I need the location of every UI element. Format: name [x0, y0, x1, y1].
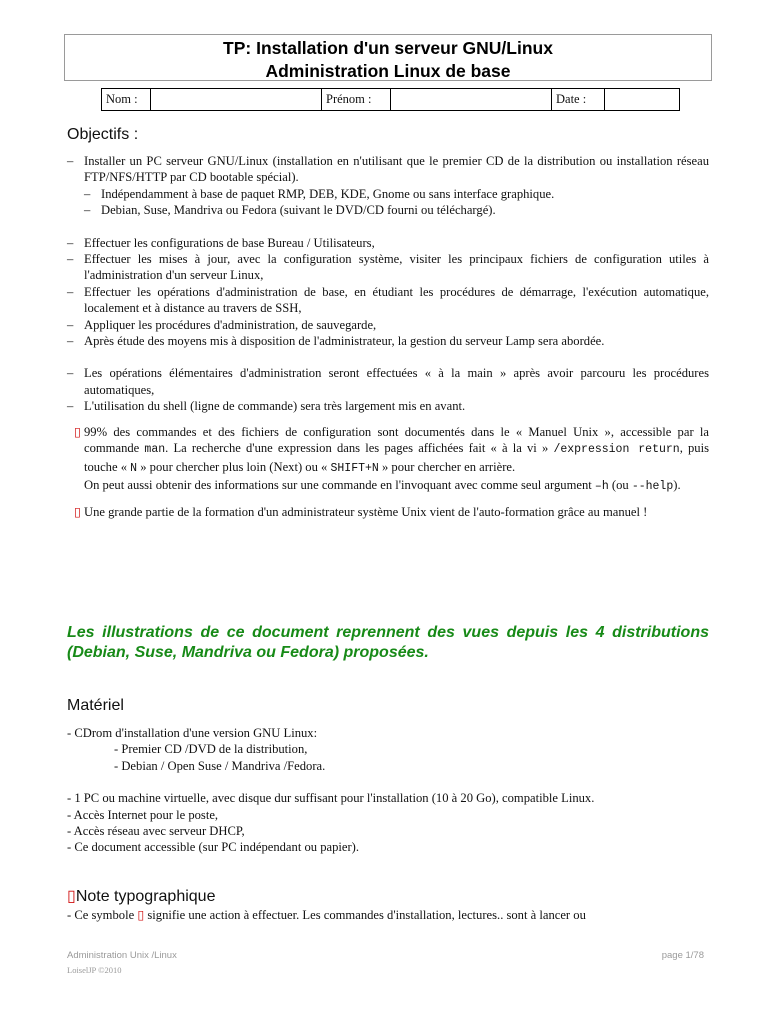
materiel-item: - Ce document accessible (sur PC indépendant ou papier).	[67, 840, 360, 855]
pointing-hand-icon: ▯	[67, 888, 76, 905]
objectifs-heading: Objectifs :	[67, 126, 139, 143]
materiel-list	[67, 725, 709, 856]
document-title-line1: TP: Installation d'un serveur GNU/Linux	[223, 38, 553, 58]
student-info-table	[101, 88, 680, 111]
date-field[interactable]	[605, 89, 680, 111]
title-box	[64, 34, 712, 81]
nom-label: Nom :	[102, 89, 151, 111]
key-n: N	[130, 461, 138, 475]
action-paragraph-manual: ▯ 99% des commandes et des fichiers de configuration sont documentés dans le « Manuel Unix », accessible par la commande man. La recherche d'une expression dans les pages affichées fait « à la vi » /expression return, puis touche « N » pour chercher plus loin (Next) ou « SHIFT+N » pour chercher en arrière.	[74, 424, 709, 475]
pointing-hand-icon: ▯	[137, 908, 145, 922]
objectif-item: – Effectuer les mises à jour, avec la configuration système, visiter les principaux fichiers de configuration utiles à l'administration d'un serveur Linux,	[67, 251, 709, 284]
key-shift-n: SHIFT+N	[330, 461, 379, 475]
action-paragraph-autoformation: ▯ Une grande partie de la formation d'un administrateur système Unix vient de l'auto-formation grâce au manuel !	[74, 505, 648, 520]
footer-course-title: Administration Unix /Linux	[67, 950, 177, 961]
footer-author: LoiselJP ©2010	[67, 965, 122, 975]
document-title-line2: Administration Linux de base	[265, 61, 511, 81]
nom-field[interactable]	[151, 89, 322, 111]
objectif-item: – L'utilisation du shell (ligne de commande) sera très largement mis en avant.	[67, 398, 709, 414]
prenom-label: Prénom :	[322, 89, 391, 111]
objectif-item: – Effectuer les configurations de base Bureau / Utilisateurs,	[67, 235, 709, 251]
materiel-subitem: - Debian / Open Suse / Mandriva /Fedora.	[114, 758, 326, 773]
materiel-subitem: - Premier CD /DVD de la distribution,	[114, 742, 308, 757]
command-man: man	[144, 443, 166, 457]
option-help: --help	[631, 479, 674, 493]
help-paragraph: On peut aussi obtenir des informations sur une commande en l'invoquant avec comme seul argument –h (ou --help).	[84, 477, 681, 493]
footer-page-number: page 1/78	[661, 950, 704, 961]
note-typo-text: - Ce symbole ▯ signifie une action à effectuer. Les commandes d'installation, lectures.. sont à lancer ou	[67, 908, 586, 922]
materiel-item: - Accès réseau avec serveur DHCP,	[67, 824, 245, 839]
objectif-item: – Les opérations élémentaires d'administration seront effectuées « à la main » après avoir parcouru les procédures automatiques,	[67, 365, 709, 398]
date-label: Date :	[552, 89, 605, 111]
pointing-hand-icon: ▯	[74, 424, 81, 439]
objectifs-list	[67, 153, 709, 521]
prenom-field[interactable]	[391, 89, 552, 111]
command-search: /expression return	[553, 443, 680, 457]
objectif-item: – Appliquer les procédures d'administration, de sauvegarde,	[67, 317, 709, 333]
pointing-hand-icon: ▯	[74, 505, 81, 520]
objectif-subitem: – Indépendamment à base de paquet RMP, DEB, KDE, Gnome ou sans interface graphique.	[67, 186, 709, 202]
materiel-heading: Matériel	[67, 697, 124, 714]
illustrations-note: Les illustrations de ce document reprennent des vues depuis les 4 distributions (Debian, Suse, Mandriva ou Fedora) proposées.	[67, 624, 709, 661]
option-h: –h	[594, 479, 609, 493]
objectif-subitem: – Debian, Suse, Mandriva ou Fedora (suivant le DVD/CD fourni ou téléchargé).	[67, 202, 709, 218]
objectif-item: – Après étude des moyens mis à disposition de l'administrateur, la gestion du serveur Lamp sera abordée.	[67, 333, 709, 349]
objectif-item: – Installer un PC serveur GNU/Linux (installation en n'utilisant que le premier CD de la distribution ou installation réseau FTP/NFS/HTTP par CD bootable spécial).	[67, 153, 709, 186]
materiel-item: - Accès Internet pour le poste,	[67, 807, 219, 822]
objectif-item: – Effectuer les opérations d'administration de base, en étudiant les procédures de démarrage, l'exécution automatique, localement et à distance au travers de SSH,	[67, 284, 709, 317]
materiel-item: - 1 PC ou machine virtuelle, avec disque dur suffisant pour l'installation (10 à 20 Go), compatible Linux.	[67, 791, 595, 806]
note-typo-heading: ▯Note typographique	[67, 888, 216, 905]
materiel-item: - CDrom d'installation d'une version GNU Linux:	[67, 726, 318, 740]
